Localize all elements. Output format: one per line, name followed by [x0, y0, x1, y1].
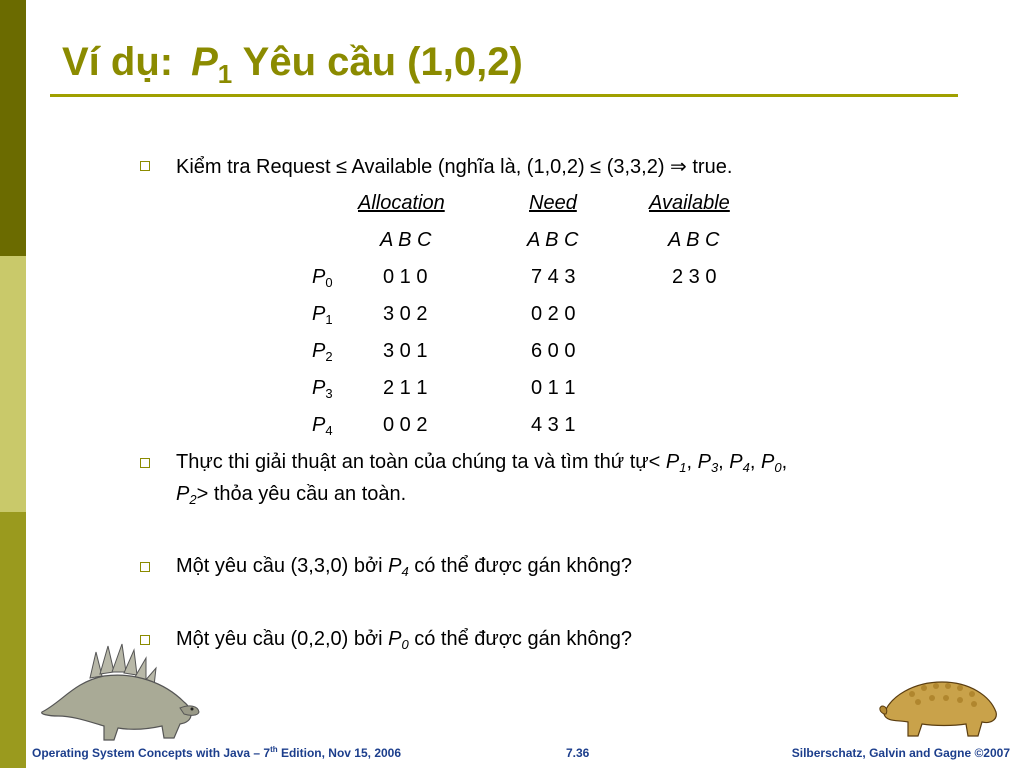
bullet-safety-line1: Thực thi giải thuật an toàn của chúng ta và tìm thứ tự< $P_1$, $P_3$, $P_4$, $P_0$,	[176, 451, 788, 475]
row-allocation: 2 1 1	[383, 377, 428, 399]
header-need: Need	[529, 192, 577, 214]
row-need: 0 2 0	[531, 303, 576, 325]
header-allocation: Allocation	[358, 192, 445, 214]
bullet-request-p0: Một yêu cầu (0,2,0) bởi $P_0$ có thể được gán không?	[176, 628, 633, 652]
row-allocation: 0 1 0	[383, 266, 428, 288]
bullet-icon	[140, 562, 150, 572]
row-need: 4 3 1	[531, 414, 576, 436]
bullet-request-check: Kiểm tra Request ≤ Available (nghĩa là, (1,0,2) ≤ (3,3,2) ⇒ true.	[176, 156, 733, 178]
row-need: 7 4 3	[531, 266, 576, 288]
bullet-request-p4: Một yêu cầu (3,3,0) bởi $P_4$ có thể được gán không?	[176, 555, 633, 579]
row-process-label: $P_1$	[312, 303, 333, 327]
ankylosaurus-illustration	[878, 668, 1004, 742]
footer-book-title: Operating System Concepts with Java – 7th Edition, Nov 15, 2006	[32, 745, 402, 760]
footer-authors: Silberschatz, Galvin and Gagne ©2007	[791, 746, 1010, 760]
subheader-available: A B C	[668, 229, 720, 251]
bullet-icon	[140, 161, 150, 171]
row-allocation: 3 0 2	[383, 303, 428, 325]
bullet-safety-line2: $P_2>$ thỏa yêu cầu an toàn.	[176, 483, 407, 507]
row-process-label: $P_3$	[312, 377, 333, 401]
subheader-need: A B C	[527, 229, 579, 251]
row-available: 2 3 0	[672, 266, 717, 288]
row-need: 6 0 0	[531, 340, 576, 362]
side-bar-bottom	[0, 512, 26, 768]
stegosaurus-illustration	[34, 642, 200, 744]
row-process-label: $P_0$	[312, 266, 333, 290]
footer-page-number: 7.36	[566, 746, 590, 760]
side-bar-middle	[0, 256, 26, 512]
row-process-label: $P_2$	[312, 340, 333, 364]
slide-title: Ví dụ: $P_1$ Yêu cầu (1,0,2)	[62, 40, 523, 89]
bullet-icon	[140, 458, 150, 468]
row-process-label: $P_4$	[312, 414, 333, 438]
side-bar-top	[0, 0, 26, 256]
row-allocation: 3 0 1	[383, 340, 428, 362]
header-available: Available	[649, 192, 730, 214]
row-allocation: 0 0 2	[383, 414, 428, 436]
row-need: 0 1 1	[531, 377, 576, 399]
subheader-allocation: A B C	[380, 229, 432, 251]
title-underline	[50, 94, 958, 97]
